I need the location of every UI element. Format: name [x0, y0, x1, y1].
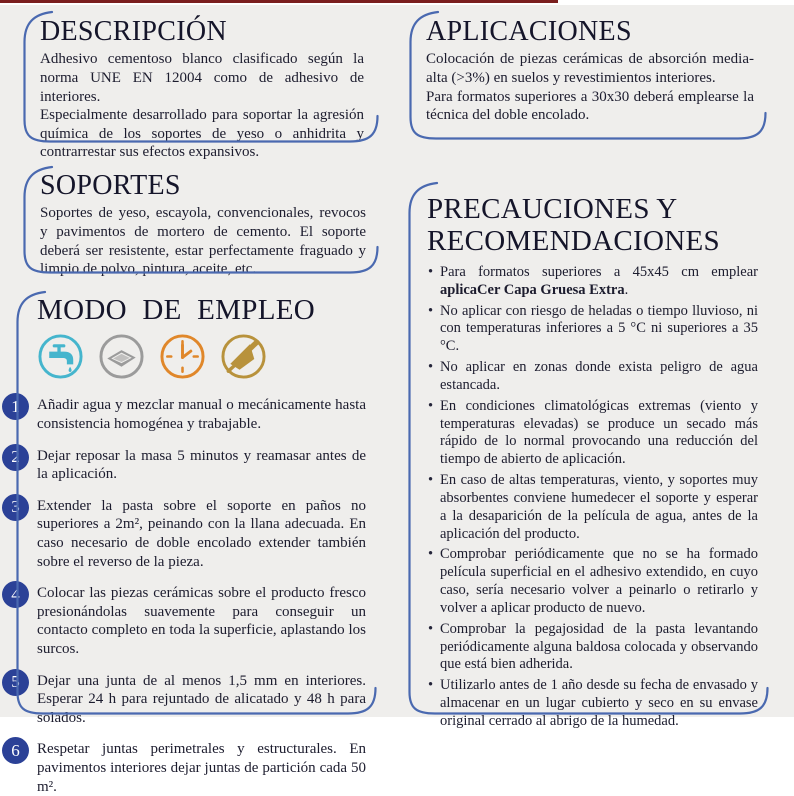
paragraph: Colocación de piezas cerámicas de absorción media-alta (>3%) en suelos y revestimientos interiores.	[426, 51, 754, 86]
step-number: 6	[2, 737, 29, 764]
step-item	[11, 447, 366, 484]
step-item	[11, 584, 366, 658]
paragraph: Para formatos superiores a 30x30 deberá emplearse la técnica del doble encolado.	[426, 88, 754, 124]
water-tap-icon	[37, 333, 84, 380]
step-number: 5	[2, 669, 29, 696]
descripcion-body	[40, 50, 364, 162]
descripcion-title: DESCRIPCIÓN	[40, 16, 227, 47]
step-item	[11, 672, 366, 728]
bullet-item: • Comprobar periódicamente que no se ha formado película superficial en el adhesivo extendido, en cuyo caso, sería necesario volver a peinarlo o retirarlo y volver a aplicar producto de nuevo.	[427, 546, 758, 617]
usage-icon-row	[37, 333, 366, 380]
step-text: Añadir agua y mezclar manual o mecánicamente hasta consistencia homogénea y trabajable.	[37, 397, 366, 433]
bullet-item: • En condiciones climatológicas extremas (viento y temperaturas elevadas) se produce un secado más rápido de lo normal provocando una reducción del tiempo de abierto de aplicación.	[427, 398, 758, 469]
soportes-title: SOPORTES	[40, 170, 181, 201]
aplicaciones-body	[426, 50, 754, 124]
step-number: 3	[2, 494, 29, 521]
step-text: Dejar una junta de al menos 1,5 mm en interiores. Esperar 24 h para rejuntado de alicatado y 48 h para solados.	[37, 672, 366, 726]
step-number: 2	[2, 444, 29, 471]
clock-icon	[159, 333, 206, 380]
section-precauciones	[407, 181, 770, 729]
bullet-item: • Para formatos superiores a 45x45 cm emplear aplicaCer Capa Gruesa Extra.	[427, 264, 758, 300]
paragraph: Especialmente desarrollado para soportar la agresión química de los soportes de yeso o anhidrita y contrarrestar sus efectos expansivos.	[40, 107, 364, 161]
step-item	[11, 497, 366, 571]
bullet-item: • Comprobar la pegajosidad de la pasta levantando periódicamente alguna baldosa colocada y observando que está bien adherida.	[427, 621, 758, 674]
aplicaciones-title: APLICACIONES	[426, 16, 632, 47]
bullet-item: • Utilizarlo antes de 1 año desde su fecha de envasado y almacenar en un lugar cubierto y seco en su envase original cerrado al abrigo de la humedad.	[427, 677, 758, 730]
step-number: 4	[2, 581, 29, 608]
paragraph: Adhesivo cementoso blanco clasificado según la norma UNE EN 12004 como de adhesivo de interiores.	[40, 51, 364, 105]
mixing-tray-icon	[98, 333, 145, 380]
step-text: Respetar juntas perimetrales y estructurales. En pavimentos interiores dejar juntas de partición cada 50 m².	[37, 741, 366, 795]
top-rule	[0, 0, 558, 3]
section-descripcion	[22, 10, 380, 161]
paragraph: Soportes de yeso, escayola, convencionales, revocos y pavimentos de mortero de cemento. El soporte deberá ser resistente, estar perfectamente fraguado y limpio de polvo, pintura, aceite, etc.	[40, 205, 366, 278]
step-item	[11, 740, 366, 796]
step-item	[11, 396, 366, 433]
modo-title: MODO DE EMPLEO	[37, 294, 315, 326]
trowel-icon	[220, 333, 267, 380]
section-modo-de-empleo	[11, 290, 378, 795]
bullet-item: • No aplicar con riesgo de heladas o tiempo lluvioso, ni con temperaturas inferiores a 5 °C ni superiores a 35 °C.	[427, 303, 758, 356]
section-soportes	[22, 165, 380, 278]
step-text: Colocar las piezas cerámicas sobre el producto fresco presionándolas suavemente para conseguir un contacto completo en toda la superficie, aplastando los surcos.	[37, 585, 366, 657]
section-aplicaciones	[408, 10, 768, 141]
step-text: Extender la pasta sobre el soporte en paños no superiores a 2m², peinando con la llana adecuada. En caso necesario de doble encolado extender también sobre el reverso de la pieza.	[37, 497, 366, 570]
usage-steps	[11, 396, 366, 796]
step-text: Dejar reposar la masa 5 minutos y reamasar antes de la aplicación.	[37, 447, 366, 483]
precauciones-list	[427, 264, 758, 731]
step-number: 1	[2, 393, 29, 420]
bullet-item: • En caso de altas temperaturas, viento, y soportes muy absorbentes conviene humedecer el soporte y esperar a la desaparición de la película de agua, antes de la aplicación del producto.	[427, 472, 758, 543]
bullet-item: • No aplicar en zonas donde exista peligro de agua estancada.	[427, 359, 758, 395]
soportes-body	[40, 204, 366, 278]
precauciones-title: PRECAUCIONES Y RECOMENDACIONES	[427, 193, 720, 258]
